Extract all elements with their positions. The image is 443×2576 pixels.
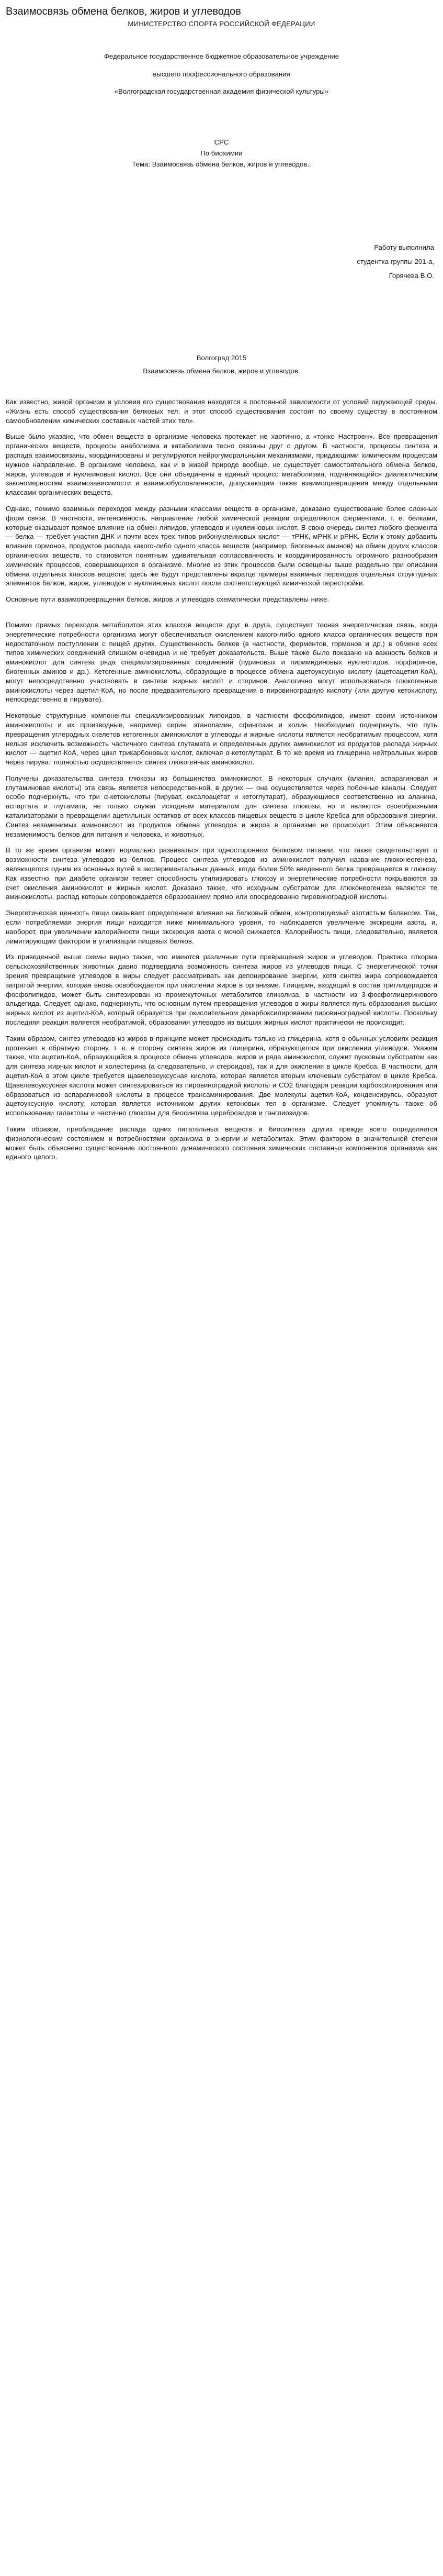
body-paragraph: Из приведенной выше схемы видно также, что имеются различные пути превращения жиров и углеводов. Практика откорма сельскохозяйственных животных давно подтвердила возможность синтеза жиров из углеводов пищи. С энергетической точки зрения превращение углеводов в жиры следует рассматривать как депонирование энергии, хотя синтез жира сопровождается затратой энергии, которая вновь освобождается при окислении жиров в организме. Глицерин, входящий в состав триглицеридов и фосфолипидов, может быть синтезирован из промежуточных метаболитов гликолиза, в частности из 3-фосфоглицеринового альдегида. Следует, однако, подчеркнуть, что основным путем превращения углеводов в жиры является путь образования высших жирных кислот из ацетил-КоА, который образуется при окислительном декарбоксилировании пировиноградной кислоты. Поскольку последняя реакция является необратимой, образования углеводов из высших жирных кислот практически не происходит. <box>6 953 437 1027</box>
work-subject: По биохимии <box>200 149 243 157</box>
body-paragraph: Таким образом, преобладание распада одних питательных веществ и биосинтеза других прежде всего определяется физиологическим состоянием и потребностями организма в энергии и метаболитах. Этим фактором в значительной степени может быть объяснено существование постоянного динамического состояния химических составных компонентов организма как единого целого. <box>6 1125 437 1161</box>
document-title: Взаимосвязь обмена белков, жиров и углеводов <box>6 6 241 17</box>
city-year: Волгоград 2015 <box>196 354 247 362</box>
body-paragraph: Таким образом, синтез углеводов из жиров в принципе может происходить только из глицерина, хотя в обычных условиях реакция протекает в обратную сторону, т. е. в сторону синтеза жиров из глицерина, образующегося при окислении углеводов. Укажем также, что ацетил-КоА, образующийся в процессе обмена углеводов, жиров и ряда аминокислот, служит пусковым субстратом как для синтеза жирных кислот и холестерина (а следовательно, и стероидов), так и для окисления в цикле Кребса. В частности, для ацетил-КоА в этом цикле требуется щавелевоуксусная кислота, которая является вторым ключевым субстратом в цикле Кребса. Щавелевоуксусная кислота может синтезироваться из пировиноградной кислоты и CO2 благодаря реакции карбоксилирования или образоваться из аспарагиновой кислоты в процессе трансаминирования. Две молекулы ацетил-КоА, конденсируясь, образуют ацетоуксусную кислоту, которая является источником других кетоновых тел в организме. Следует упомянуть также об использовании галактозы и частично глюкозы для биосинтеза цереброзидов и ганглиозидов. <box>6 1034 437 1117</box>
work-theme: Тема: Взаимосвязь обмена белков, жиров и углеводов.. <box>132 160 311 168</box>
organization-line-2: высшего профессионального образования <box>153 70 290 78</box>
body-paragraph: Получены доказательства синтеза глюкозы из большинства аминокислот. В некоторых случаях (аланин, аспарагиновая и глутаминовая кислоты) эта связь является непосредственной, в других — она осуществляется через побочные каналы. Следует особо подчеркнуть, что три α-кетокислоты (пируват, оксалоацетат и кетоглутарат), образующиеся соответственно из аланина, аспартата и глутамата, не только служат исходным материалом для синтеза глюкозы, но и являются своеобразными катализаторами в превращении ацетильных остатков от всех классов пищевых веществ в цикле Кребса для образования энергии. Синтез незаменимых аминокислот из продуктов обмена углеводов и жиров в организме не происходит. Этим объясняется незаменимость белков для питания и человека, и животных. <box>6 774 437 838</box>
section-title: Взаимосвязь обмена белков, жиров и углеводов. <box>143 367 300 375</box>
document-body <box>6 397 437 1162</box>
signature-line-3: Горячева В.О. <box>389 272 434 280</box>
body-paragraph: Энергетическая ценность пищи оказывает определенное влияние на белковый обмен, контролируемый азотистым балансом. Так, если потребляемая энергия пищи находится ниже минимального уровня, то наблюдается увеличение экскреции азота, и, наоборот, при увеличении калорийности пищи экскреция азота с мочой снижается. Калорийность пищи, следовательно, является лимитирующим фактором в утилизации пищевых белков. <box>6 909 437 945</box>
body-paragraph: Однако, помимо взаимных переходов между разными классами веществ в организме, доказано существование более сложных форм связи. В частности, интенсивность, направление любой химической реакции определяются ферментами, т. е. белками, которые оказывают прямое влияние на обмен липидов, углеводов и нуклеиновых кислот. В свою очередь синтез любого фермента — белка — требует участия ДНК и почти всех трех типов рибонуклеиновых кислот — тРНК, мРНК и рРНК. Если к этому добавить влияние гормонов, продуктов распада какого-либо одного класса веществ (например, биогенных аминов) на обмен других классов органических веществ, то становится понятным удивительная согласованность и координированность огромного разнообразия химических процессов, совершающихся в организме. Многие из этих процессов были освещены выше раздельно при описании обмена отдельных классов веществ; здесь же будут представлены вкратце примеры взаимных переходов отдельных структурных элементов белков, жиров, углеводов и нуклеиновых кислот после соответствующей химической перестройки. <box>6 504 437 587</box>
body-paragraph: Помимо прямых переходов метаболитов этих классов веществ друг в друга, существует тесная энергетическая связь, когда энергетические потребности организма могут обеспечиваться окислением какого-либо одного класса органических веществ при недостаточном поступлении с пищей других. Существенность белков (в частности, ферментов, гормонов и др.) в обмене всех типов химических соединений слишком очевидна и не требует доказательств. Выше также было показано на важность белков и аминокислот для синтеза ряда специализированных соединений (пуриновых и пиримидиновых нуклеотидов, порфиринов, биогенных аминов и др.). Кетогенные аминокислоты, образующие в процессе обмена ацетоуксусную кислоту (ацетоацетил-КоА), могут непосредственно участвовать в синтезе жирных кислот и стеринов. Аналогично могут использоваться глюкогенные аминокислоты через ацетил-КоА, но после предварительного превращения в пировиноградную кислоту (или другую кетокислоту, непосредственно в пирувате). <box>6 620 437 704</box>
organization-line-1: Федеральное государственное бюджетное образовательное учреждение <box>104 52 339 60</box>
work-type: СРС <box>214 138 229 146</box>
body-paragraph: В то же время организм может нормально развиваться при одностороннем белковом питании, что также свидетельствует о возможности синтеза углеводов из белков. Процесс синтеза углеводов из аминокислот получил название глюконеогенеза, являющегося одним из основных путей в экспериментальных данных, когда более 50% введенного белка превращается в глюкозу. Как известно, при диабете организм теряет способность утилизировать глюкозу и энергетические потребности покрываются за счет окисления аминокислот и жирных кислот. Доказано также, что исходным субстратом для глюконеогенеза являются те аминокислоты, распад которых сопровождается образованием прямо или опосредованно пировиноградной кислоты. <box>6 846 437 901</box>
body-paragraph: Как известно, живой организм и условия его существования находятся в постоянной зависимости от условий окружающей среды. «Жизнь есть способ существования белковых тел, и этот способ существования состоит по своему существу в постоянном самообновлении химических составных частей этих тел». <box>6 398 437 425</box>
ministry-line: МИНИСТЕРСТВО СПОРТА РОССИЙСКОЙ ФЕДЕРАЦИИ <box>128 20 315 28</box>
organization-line-3: «Волгоградская государственная академия физической культуры» <box>114 87 329 95</box>
body-paragraph: Некоторые структурные компоненты специализированных липоидов, в частности фосфолипидов, имеют своим источником аминокислоты и их производные, например серин, этаноламин, сфингозин и холин. Необходимо подчеркнуть, что путь превращения углеродных скелетов кетогенных аминокислот в углеводы и жирные кислоты является необратимым процессом, хотя нельзя исключить возможность частичного синтеза глутамата и определенных других аминокислот из продуктов распада жирных кислот — ацетил-КоА, через цикл трикарбоновых кислот, включая α-кетоглутарат. В то же время из глицерина нейтральных жиров через пируват полностью осуществляется синтез глюкогенных аминокислот. <box>6 712 437 767</box>
signature-line-1: Работу выполнила <box>374 243 434 251</box>
body-paragraph: Выше было указано, что обмен веществ в организме человека протекает не хаотично, а «тонко Настроен». Все превращения органических веществ, процессы анаболизма и катаболизма тесно связаны друг с другом. В частности, процессы синтеза и распада взаимосвязаны, координированы и регулируются нейрогуморальными механизмами, придающими химическим процессам нужное направление. В организме человека, как и в живой природе вообще, не существует самостоятельного обмена белков, жиров, углеводов и нуклеиновых кислот. Все они объединены в единый процесс метаболизма, подчиняющийся диалектическим закономерностям взаимозависимости и взаимообусловленности, допускающим также взаимопревращения между отдельными классами органических веществ. <box>6 432 437 497</box>
body-paragraph: Основные пути взаимопревращения белков, жиров и углеводов схематически представлены ниже. <box>6 595 330 604</box>
signature-line-2: студентка группы 201-а, <box>357 258 434 265</box>
